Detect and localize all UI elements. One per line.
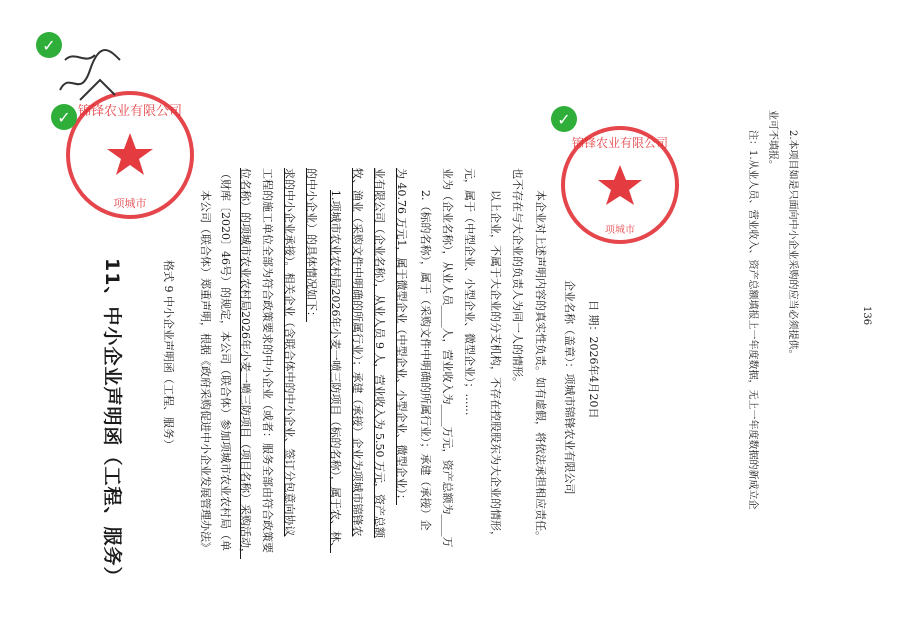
body-line: 工程的施工单位全部为符合政策要求的中小企业（或者：服务全部由符合政策要 [261,168,274,553]
body-line: （财库〔2020〕46号）的规定，本公司（联合体）参加项城市农业农村局（单 [219,168,232,551]
form-subtitle: 格式 9 中小企业声明函（工程、服务） [162,260,175,450]
check-badge-icon[interactable]: ✓ [551,106,577,132]
svg-text:锦锋农业有限公司: 锦锋农业有限公司 [571,136,669,150]
footnote: 注：1.从业人员、营业收入、资产总额填报上一年度数据，无上一年度数据的新成立企 [747,130,758,510]
body-line: 求的中小企业承接）。相关企业（含联合体中的中小企业、签订分包意向协议 [283,168,296,537]
page-title: 11、中小企业声明函（工程、服务） [101,258,123,587]
body-line: 也不存在与大企业的负责人为同一人的情形。 [511,168,524,388]
item-line: 2.（标的名称），属于（采购文件中明确的所属行业）；承建（承接）企 [419,190,432,531]
footnote: 业可不填报。 [767,110,778,170]
item-line: 为 40.76 万元1，属于微型企业（中型企业、小型企业、微型企业）； [395,168,408,505]
handwritten-signature [50,30,130,110]
item-line: 元，属于（中型企业、小型企业、微型企业）；…… [463,168,476,416]
body-line: 本企业对上述声明内容的真实性负责。如有虚假，将依法承担相应责任。 [534,190,547,542]
item-line: 1.项城市农业农村局2026年小麦一喷三防项目（标的名称），属于农、林、 [329,190,342,553]
svg-text:锦锋农业有限公司: 锦锋农业有限公司 [77,104,183,119]
svg-text:项城市: 项城市 [605,225,635,236]
company-seal [555,120,685,250]
item-line: 牧、渔业（采购文件中明确的所属行业）；承建（承接）企业为项城市锦锋农 [351,168,364,537]
body-line: 的中小企业）的具体情况如下： [305,168,318,322]
body-line: 以上企业，不属于大企业的分支机构，不存在控股股东为大企业的情形， [489,190,502,542]
svg-text:项城市: 项城市 [113,197,147,210]
body-line: 本公司（联合体）郑重声明，根据《政府采购促进中小企业发展管理办法》 [199,190,212,553]
check-badge-icon[interactable]: ✓ [36,32,62,58]
check-badge-icon[interactable]: ✓ [51,104,77,130]
item-line: 业有限公司（企业名称），从业人员 9 人，营业收入为 5.50 万元，资产总额 [373,168,386,538]
date-line: 日 期：2026年4月20日 [587,300,600,419]
item-line: 业为（企业名称），从业人员____人，营业收入为____万元，资产总额为____万 [441,168,454,548]
body-line: 位名称）的项城市农业农村局2026年小麦一喷三防项目（项目名称）采购活动， [239,168,252,559]
footnote: 2.本项目如是只面向中小企业采购的应当必须提供。 [787,130,798,360]
page-number: 136 [861,306,872,326]
company-signature-line: 企业名称（盖章）：项城市锦锋农业有限公司 [563,280,576,495]
